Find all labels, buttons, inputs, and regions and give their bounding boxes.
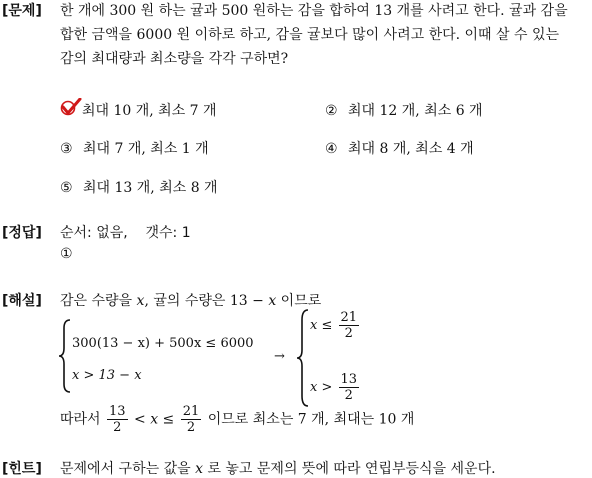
intro-var-x: x (136, 293, 145, 309)
intro-text-a: 감은 수량을 (60, 293, 133, 309)
problem-line-3: 감의 최대량과 최소량을 각각 구하면? (60, 51, 289, 67)
result-inequality-2 (310, 372, 361, 403)
fraction-numerator: 13 (109, 404, 126, 419)
fraction-21-2 (339, 310, 360, 341)
choice-5[interactable] (60, 177, 218, 197)
result-inequality-1 (310, 310, 361, 341)
choice-5-text: 최대 13 개, 최소 8 개 (83, 180, 218, 196)
choice-2-marker: ② (325, 103, 338, 119)
conclusion-text-a: 따라서 (60, 411, 101, 428)
hint-text-b: 로 놓고 문제의 뜻에 따라 연립부등식을 세운다. (207, 461, 496, 477)
fraction-13-2 (339, 372, 360, 403)
fraction-denominator: 2 (344, 388, 353, 403)
fraction-numerator: 21 (182, 404, 200, 419)
fraction-denominator: 2 (344, 326, 353, 341)
answer-meta: 순서: 없음, 갯수: 1 (60, 225, 191, 241)
result-1-lhs: x ≤ (310, 318, 333, 333)
answer-value: ① (60, 246, 73, 262)
left-brace-icon (58, 318, 72, 394)
conclusion-text-b: 이므로 최소는 7 개, 최대는 10 개 (207, 411, 415, 428)
choice-2-text: 최대 12 개, 최소 6 개 (348, 103, 483, 119)
fraction-21-2-conclusion (181, 404, 202, 435)
fraction-13-2-conclusion (107, 404, 128, 435)
hint-var-x: x (195, 461, 203, 477)
hint-text (60, 458, 496, 478)
checkmark-icon (60, 98, 82, 118)
system-inequality-1: 300(13 − x) + 500x ≤ 6000 (72, 336, 254, 351)
intro-var-x2: x (268, 293, 277, 309)
problem-tag: [문제] (2, 3, 42, 19)
fraction-denominator: 2 (113, 420, 122, 435)
choice-1-text: 최대 10 개, 최소 7 개 (82, 103, 217, 119)
hint-text-a: 문제에서 구하는 값을 (60, 461, 191, 477)
intro-text-b: , 귤의 수량은 13 − (144, 293, 269, 309)
choice-4[interactable] (325, 138, 474, 158)
problem-line-2: 합한 금액을 6000 원 이하로 하고, 감을 귤보다 많이 사려고 한다. 이때 살 수 있는 (60, 27, 560, 43)
result-2-lhs: x > (310, 380, 333, 395)
intro-text-c: 이므로 (276, 293, 322, 309)
choice-5-marker: ⑤ (60, 180, 73, 196)
conclusion-mid: < x ≤ (134, 411, 175, 428)
explanation-conclusion (60, 404, 414, 435)
answer-tag: [정답] (2, 225, 42, 241)
choice-3[interactable] (60, 138, 209, 158)
fraction-numerator: 13 (340, 372, 358, 387)
explanation-tag: [해설] (2, 293, 42, 309)
fraction-numerator: 21 (340, 310, 358, 325)
right-brace-icon (296, 308, 310, 408)
fraction-denominator: 2 (186, 420, 196, 435)
system-inequality-2: x > 13 − x (72, 368, 142, 383)
choice-3-marker: ③ (60, 141, 73, 157)
implies-arrow: → (274, 349, 285, 364)
choice-4-text: 최대 8 개, 최소 4 개 (348, 141, 474, 157)
choice-1[interactable] (60, 100, 217, 120)
hint-tag: [힌트] (2, 461, 42, 477)
problem-line-1: 한 개에 300 원 하는 귤과 500 원하는 감을 합하여 13 개를 사려고 한다. 귤과 감을 (60, 3, 568, 19)
choice-2[interactable] (325, 100, 483, 120)
choice-3-text: 최대 7 개, 최소 1 개 (83, 141, 209, 157)
choice-4-marker: ④ (325, 141, 338, 157)
explanation-intro (60, 290, 321, 310)
